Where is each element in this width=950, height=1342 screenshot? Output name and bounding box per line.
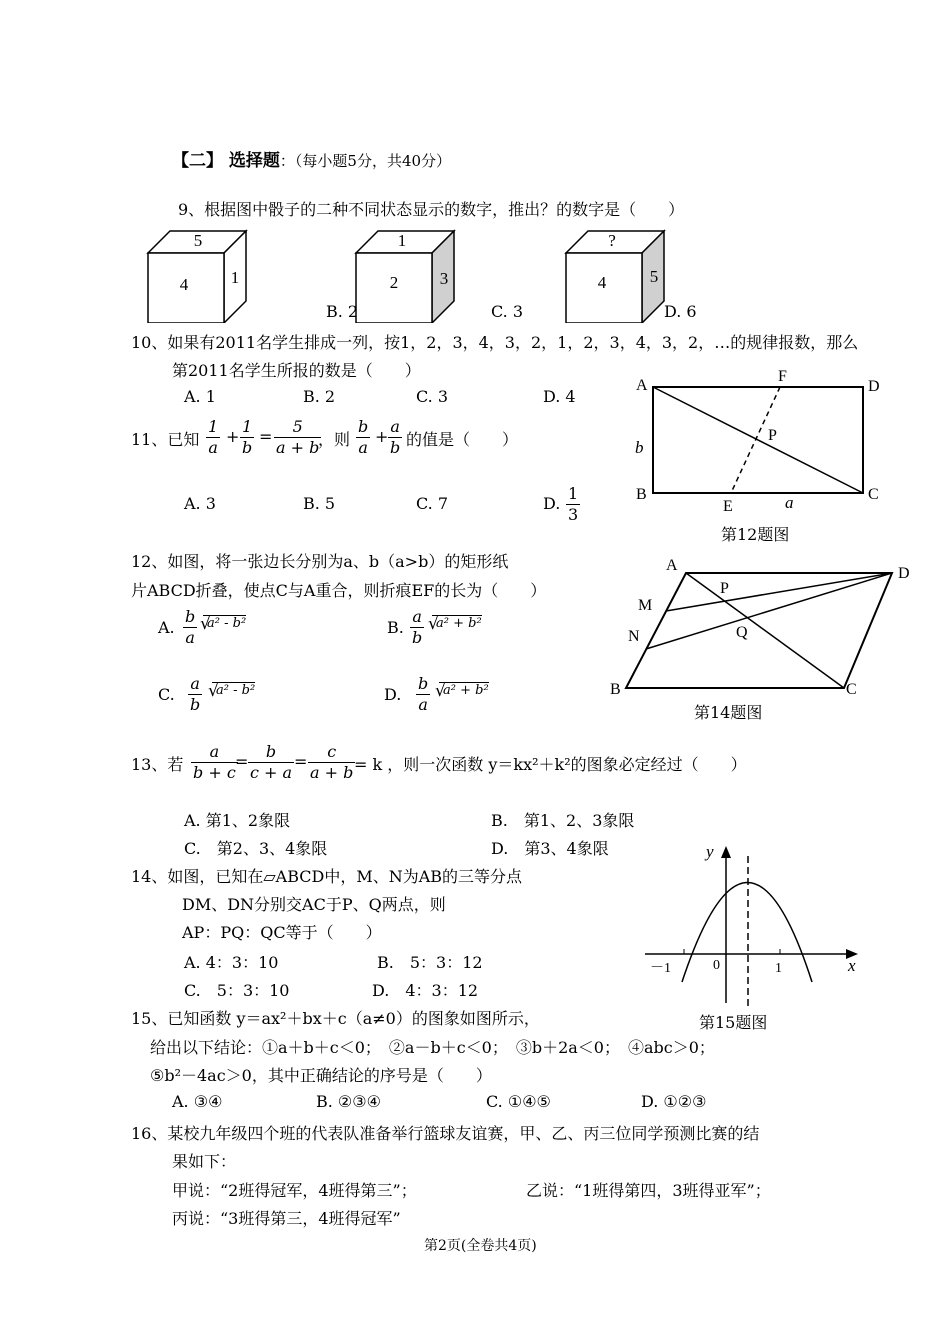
- q11-option-d-frac: [566, 484, 580, 525]
- q12-option-a-root: a² - b²: [203, 615, 246, 631]
- q11-f3-den: a + b: [276, 438, 320, 457]
- q13-lead: 13、若: [131, 755, 184, 774]
- q12-option-a-label: A.: [158, 618, 175, 637]
- q13-tail: = k ，则一次函数 y＝kx²＋k²的图象必定经过（ ）: [354, 755, 747, 774]
- sqrt-icon: √: [435, 681, 446, 701]
- sqrt-icon: √: [200, 614, 211, 634]
- q11-frac4: [356, 417, 370, 458]
- q11-f1-den: a: [208, 438, 218, 457]
- fig15-tick-1: 1: [775, 961, 782, 976]
- q11-d-num: 1: [568, 484, 579, 503]
- q11-f2-num: 1: [240, 417, 254, 438]
- q13-option-d: D. 第3、4象限: [491, 839, 609, 858]
- fig12-label-D: D: [868, 378, 880, 395]
- q11-d-den: 3: [568, 505, 579, 524]
- q16-line3b: 乙说：“1班得第四，3班得亚军”；: [526, 1181, 771, 1200]
- fig15-caption: 第15题图: [699, 1013, 768, 1032]
- q13-f2-den: c + a: [250, 763, 293, 782]
- q11-then: ，则: [318, 430, 351, 449]
- q14-line1: 14、如图，已知在▱ABCD中，M、N为AB的三等分点: [131, 867, 523, 886]
- q16-line2: 果如下：: [172, 1152, 237, 1171]
- q13-eq2: =: [294, 752, 308, 771]
- die-3-top-face: ?: [608, 231, 616, 250]
- q14-option-c: C. 5：3：10: [184, 981, 290, 1000]
- q12-option-b-frac: [410, 607, 424, 648]
- q11-f1-num: 1: [208, 417, 219, 436]
- fig12-label-b: b: [635, 438, 644, 457]
- q13-option-b: B. 第1、2、3象限: [491, 811, 635, 830]
- die-2-top-face: 1: [397, 231, 407, 250]
- q12-a-den: a: [185, 628, 195, 647]
- q12-c-den: b: [190, 695, 201, 714]
- fig14-label-M: M: [638, 597, 653, 614]
- fig12-caption: 第12题图: [721, 525, 790, 544]
- sqrt-icon: √: [428, 614, 439, 634]
- page-footer: 第2页(全卷共4页): [424, 1238, 537, 1254]
- q13-f2-num: b: [248, 742, 294, 763]
- q13-frac2: [248, 742, 294, 783]
- q15-line2: 给出以下结论：①a＋b＋c＜0； ②a－b＋c＜0； ③b＋2a＜0； ④abc＞0；: [150, 1038, 715, 1057]
- q11-equals: =: [259, 427, 273, 446]
- fig14-label-Q: Q: [736, 624, 748, 641]
- q9-stem: 9、根据图中骰子的二种不同状态显示的数字，推出？的数字是（ ）: [178, 200, 685, 219]
- die-3-front-face: 4: [597, 273, 607, 292]
- q14-line3: AP：PQ：QC等于（ ）: [182, 923, 382, 942]
- q13-f1-den: b + c: [193, 763, 236, 782]
- q14-option-a: A. 4：3：10: [184, 953, 279, 972]
- fig15-origin-label: 0: [713, 958, 720, 973]
- fig14-label-D: D: [898, 565, 910, 582]
- q13-frac3: [308, 742, 355, 783]
- q11-frac1: [206, 417, 220, 458]
- fig12-label-F: F: [778, 368, 787, 385]
- q15-line1: 15、已知函数 y＝ax²＋bx＋c（a≠0）的图象如图所示，: [131, 1009, 540, 1028]
- q15-option-c: C. ①④⑤: [486, 1092, 551, 1111]
- q11-plus2: +: [375, 427, 389, 446]
- fig15-x-axis-label: x: [848, 956, 856, 975]
- q15-option-a: A. ③④: [172, 1092, 223, 1111]
- q11-option-d: D.: [543, 494, 561, 513]
- q12-option-c-root: a² - b²: [212, 682, 255, 698]
- q13-eq1: =: [235, 752, 249, 771]
- fig12-label-P: P: [768, 427, 777, 444]
- q11-f5-den: b: [390, 438, 401, 457]
- section-header: [172, 146, 451, 171]
- q12-option-d-label: D.: [384, 685, 402, 704]
- q9-option-c: C. 3: [491, 302, 524, 321]
- fig14-label-A: A: [666, 557, 678, 574]
- die-2-side-face: 3: [439, 269, 449, 288]
- q11-f4-num: b: [358, 417, 369, 436]
- q12-option-b-label: B.: [387, 618, 404, 637]
- q15-line3: ⑤b²－4ac＞0，其中正确结论的序号是（ ）: [150, 1066, 492, 1085]
- q11-f5-num: a: [388, 417, 402, 438]
- die-1-front-face: 4: [179, 275, 189, 294]
- q13-frac1: [191, 742, 238, 783]
- q11-f2-den: b: [242, 438, 253, 457]
- die-1-top-face: 5: [193, 231, 203, 250]
- q14-line2: DM、DN分别交AC于P、Q两点，则: [182, 895, 446, 914]
- q11-option-b: B. 5: [303, 494, 336, 513]
- q10-option-a: A. 1: [184, 387, 216, 406]
- q10-option-d: D. 4: [543, 387, 576, 406]
- fig14-label-P: P: [720, 580, 729, 597]
- q11-f3-num: 5: [274, 417, 321, 438]
- die-1-side-face: 1: [230, 268, 240, 287]
- q12-option-c-label: C.: [158, 685, 175, 704]
- q12-option-c-frac: [188, 674, 202, 715]
- fig14-label-N: N: [628, 628, 640, 645]
- q16-line1: 16、某校九年级四个班的代表队准备举行篮球友谊赛，甲、乙、丙三位同学预测比赛的结: [131, 1124, 760, 1143]
- q12-b-den: b: [412, 628, 423, 647]
- q15-option-d: D. ①②③: [641, 1092, 707, 1111]
- q9-option-d: D. 6: [664, 302, 697, 321]
- q11-frac5: [388, 417, 402, 458]
- q13-f3-num: c: [308, 742, 355, 763]
- q12-option-d-frac: [416, 674, 430, 715]
- fig14-label-B: B: [610, 681, 621, 698]
- q13-f1-num: a: [191, 742, 238, 763]
- fig15: [640, 838, 870, 1010]
- q12-line2: 片ABCD折叠，使点C与A重合，则折痕EF的长为（ ）: [131, 581, 547, 600]
- fig12-label-C: C: [868, 486, 879, 503]
- q10-option-b: B. 2: [303, 387, 336, 406]
- fig12-label-A: A: [636, 377, 648, 394]
- fig12-label-a: a: [785, 493, 794, 512]
- q11-lead: 11、已知: [131, 430, 200, 449]
- q12-b-num: a: [410, 607, 424, 628]
- q12-line1: 12、如图，将一张边长分别为a、b（a>b）的矩形纸: [131, 552, 509, 571]
- sqrt-icon: √: [208, 681, 219, 701]
- section-title: 【二】 选择题: [172, 151, 280, 171]
- q14-option-d: D. 4：3：12: [372, 981, 479, 1000]
- q16-line3a: 甲说：“2班得冠军，4班得第三”；: [172, 1181, 417, 1200]
- q15-option-b: B. ②③④: [316, 1092, 381, 1111]
- fig14: [604, 553, 924, 698]
- q12-c-num: a: [188, 674, 202, 695]
- q13-option-c: C. 第2、3、4象限: [184, 839, 328, 858]
- q9-dice-figure: [140, 228, 680, 323]
- q11-f4-den: a: [358, 438, 368, 457]
- fig12-label-B: B: [636, 486, 647, 503]
- q11-tail: 的值是（ ）: [406, 430, 519, 449]
- q10-line2: 第2011名学生所报的数是（ ）: [172, 361, 421, 380]
- fig15-tick-neg1: －1: [650, 961, 671, 976]
- q11-option-c: C. 7: [416, 494, 449, 513]
- q11-option-a: A. 3: [184, 494, 216, 513]
- fig14-caption: 第14题图: [694, 703, 763, 722]
- fig14-label-C: C: [846, 681, 857, 698]
- q11-frac3: [274, 417, 321, 458]
- q10-line1: 10、如果有2011名学生排成一列，按1，2，3，4，3，2，1，2，3，4，3，2，…的规律报数，那么: [131, 333, 859, 352]
- q11-plus: +: [226, 427, 240, 446]
- q12-a-num: b: [185, 607, 196, 626]
- q13-f3-den: a + b: [310, 763, 354, 782]
- die-2: [356, 231, 454, 323]
- die-1: [148, 231, 246, 323]
- die-3-side-face: 5: [649, 267, 659, 286]
- q12-option-d-root: a² + b²: [439, 682, 489, 698]
- fig12-label-E: E: [723, 498, 733, 515]
- section-note: ：（每小题5分，共40分）: [279, 152, 452, 170]
- fig15-y-axis-label: y: [706, 842, 714, 861]
- q10-option-c: C. 3: [416, 387, 449, 406]
- q9-option-b: B. 2: [326, 302, 359, 321]
- die-3: [566, 231, 664, 323]
- q11-frac2: [240, 417, 254, 458]
- die-2-front-face: 2: [389, 273, 399, 292]
- q12-option-a-frac: [183, 607, 197, 648]
- q13-option-a: A. 第1、2象限: [184, 811, 291, 830]
- q12-d-den: a: [418, 695, 428, 714]
- q14-option-b: B. 5：3：12: [377, 953, 483, 972]
- q12-option-b-root: a² + b²: [432, 615, 482, 631]
- q16-line4: 丙说：“3班得第三，4班得冠军”: [172, 1209, 401, 1228]
- q12-d-num: b: [418, 674, 429, 693]
